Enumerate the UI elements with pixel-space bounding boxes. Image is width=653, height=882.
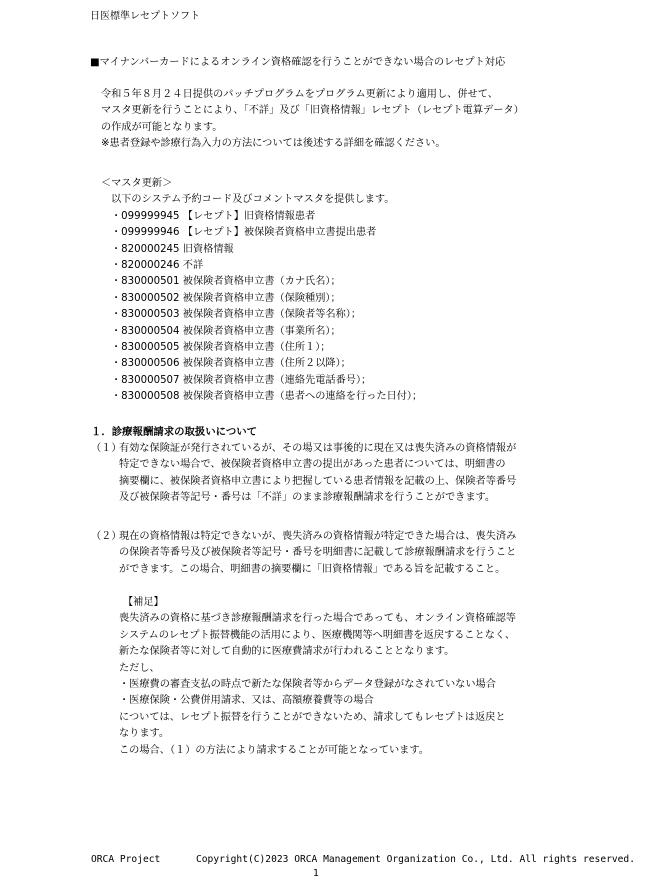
- supplement-line: 喪失済みの資格に基づき診療報酬請求を行った場合であっても、オンライン資格確認等: [119, 613, 516, 625]
- item-line: 摘要欄に、被保険者資格申立書により把握している患者情報を記載の上、保険者等番号: [119, 475, 517, 487]
- supplement-block: [119, 595, 516, 759]
- master-code-list: [101, 209, 422, 406]
- footer-project: ORCA Project: [91, 854, 161, 865]
- item-line: 現在の資格情報は特定できないが、喪失済みの資格情報が特定できた場合は、喪失済み: [119, 531, 517, 542]
- item-number: （１）: [91, 443, 122, 454]
- list-item: ・820000246 不詳: [111, 259, 204, 271]
- page-title: ■マイナンバーカードによるオンライン資格確認を行うことができない場合のレセプト対応: [90, 57, 506, 68]
- supplement-line: この場合、（１）の方法により請求することが可能となっています。: [119, 744, 429, 756]
- supplement-line: なります。: [119, 728, 170, 740]
- supplement-line: については、レセプト振替を行うことができないため、請求してもレセプトは返戻と: [119, 711, 506, 723]
- supplement-heading: 【補足】: [123, 597, 164, 608]
- intro-line: 令和５年８月２４日提供のパッチプログラムをプログラム更新により適用し、併せて、: [101, 89, 498, 100]
- list-item: ・099999946 【レセプト】被保険者資格申立書提出患者: [111, 227, 377, 239]
- item-line: ができます。この場合、明細書の摘要欄に「旧資格情報」である旨を記載すること。: [119, 563, 506, 575]
- item-line: の保険者等番号及び被保険者等記号・番号を明細書に記載して診療報酬請求を行うこと: [119, 547, 517, 559]
- supplement-line: システムのレセプト振替機能の活用により、医療機関等へ明細書を返戻することなく、: [119, 629, 516, 641]
- page-header: 日医標準レセプトソフト: [90, 11, 200, 22]
- list-item: ・830000503 被保険者資格申立書（保険者等名称）；: [111, 309, 362, 321]
- item-body: [119, 529, 516, 578]
- footer-copyright: Copyright(C)2023 ORCA Management Organization Co., Ltd. All rights reserved.: [196, 854, 635, 865]
- list-item: ・830000501 被保険者資格申立書（カナ氏名）；: [111, 276, 341, 288]
- page-number: 1: [313, 868, 319, 879]
- list-item: ・830000505 被保険者資格申立書（住所１）；: [111, 341, 331, 353]
- section-heading: １．診療報酬請求の取扱いについて: [91, 426, 258, 438]
- master-lead: 以下のシステム予約コード及びコメントマスタを提供します。: [111, 194, 395, 206]
- list-item: ・820000245 旧資格情報: [111, 243, 234, 255]
- intro-note: ※患者登録や診療行為入力の方法については後述する詳細を確認ください。: [101, 138, 446, 150]
- item-number: （２）: [91, 531, 122, 542]
- supplement-line: 新たな保険者等に対して自動的に医療費請求が行われることとなります。: [119, 646, 455, 658]
- list-item: ・830000508 被保険者資格申立書（患者への連絡を行った日付）；: [111, 391, 423, 403]
- master-heading: ＜マスタ更新＞: [101, 178, 173, 189]
- supplement-line: ただし、: [119, 662, 160, 674]
- list-item: ・830000504 被保険者資格申立書（事業所名）；: [111, 325, 341, 337]
- intro-line: の作成が可能となります。: [101, 121, 223, 133]
- master-update-section: [101, 176, 422, 405]
- item-line: 有効な保険証が発行されているが、その場又は事後的に現在又は喪失済みの資格情報が: [119, 443, 517, 454]
- supplement-line: ・医療費の審査支払の時点で新たな保険者等からデータ登録がなされていない場合: [119, 678, 496, 690]
- item-body: [119, 441, 516, 507]
- intro-paragraph: [101, 87, 524, 153]
- intro-line: マスタ更新を行うことにより、「不詳」及び「旧資格情報」レセプト（レセプト電算データ）: [101, 105, 524, 117]
- item-line: 特定できない場合で、被保険者資格申立書の提出があった患者については、明細書の: [119, 459, 506, 471]
- list-item: ・099999945 【レセプト】旧資格情報患者: [111, 210, 316, 222]
- list-item: ・830000507 被保険者資格申立書（連絡先電話番号）；: [111, 374, 372, 386]
- supplement-line: ・医療保険・公費併用請求、又は、高額療養費等の場合: [119, 695, 374, 707]
- list-item: ・830000506 被保険者資格申立書（住所２以降）；: [111, 358, 351, 370]
- list-item: ・830000502 被保険者資格申立書（保険種別）；: [111, 292, 341, 304]
- item-line: 及び被保険者等記号・番号は「不詳」のまま診療報酬請求を行うことができます。: [119, 492, 496, 504]
